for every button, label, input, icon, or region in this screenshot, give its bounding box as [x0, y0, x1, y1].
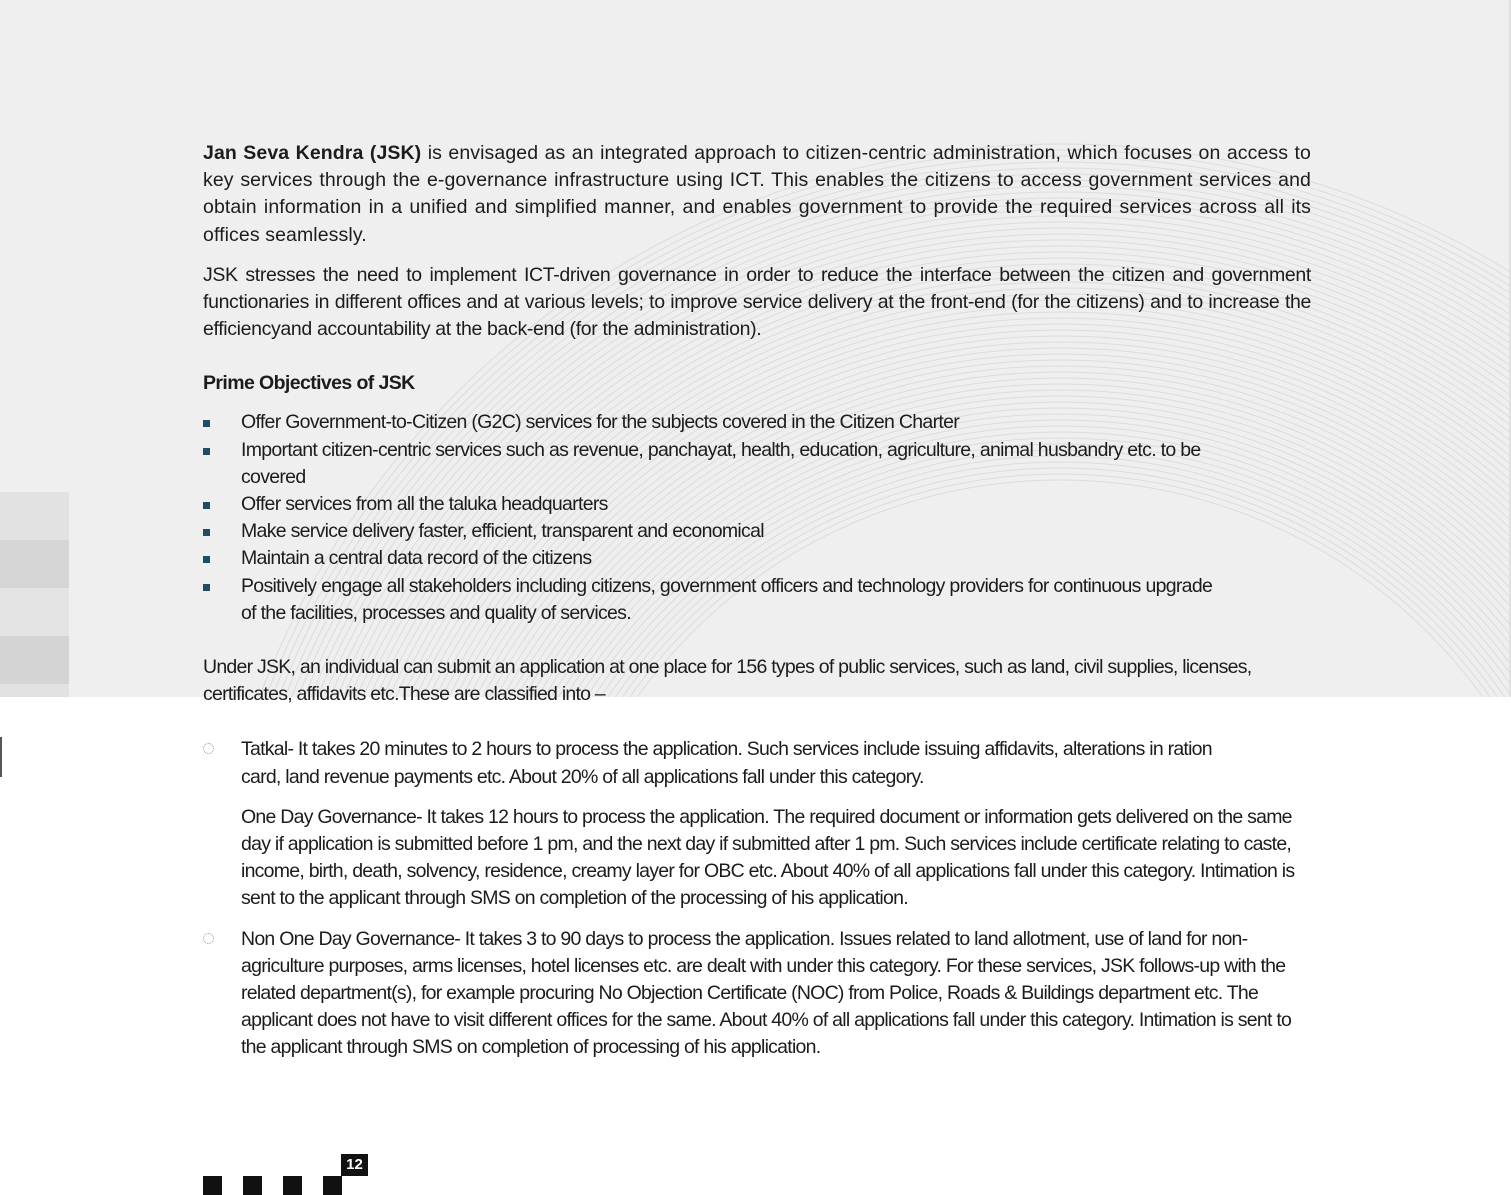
page-content [203, 140, 1311, 1062]
objective-text: Maintain a central data record of the citizens [241, 547, 592, 570]
objective-item [203, 437, 1311, 491]
page-number: 12 [341, 1154, 368, 1176]
objective-text: Make service delivery faster, efficient, transparent and economical [241, 520, 764, 543]
dotted-circle-bullet-icon [203, 743, 214, 754]
side-tab [0, 588, 69, 636]
class-item-tatkal [203, 736, 1311, 912]
service-classes-list [203, 736, 1311, 1061]
objective-item [203, 518, 1311, 545]
objective-text: Offer Government-to-Citizen (G2C) services for the subjects covered in the Citizen Charter [241, 411, 960, 434]
objective-text: Important citizen-centric services such as revenue, panchayat, health, education, agriculture, animal husbandry etc. to be covered [241, 438, 1201, 488]
objectives-list [203, 409, 1311, 627]
square-bullet-icon [203, 556, 210, 563]
class-item-non-one-day [203, 926, 1311, 1062]
class-text: Tatkal- It takes 20 minutes to 2 hours to process the application. Such services include issuing affidavits, alterations in ration card, land revenue payments etc. About 20% of all applications fall under this category. [241, 738, 1212, 788]
classification-intro: Under JSK, an individual can submit an application at one place for 156 types of public services, such as land, civil supplies, licenses, certificates, affidavits etc.These are classified into – [203, 656, 1252, 706]
class-subtext: One Day Governance- It takes 12 hours to process the application. The required document or information gets delivered on the same day if application is submitted before 1 pm, and the next day if submitted after 1 pm. Such services include certificate relating to caste, income, birth, death, solvency, residence, creamy layer for OBC etc. About 40% of all applications fall under this category. Intimation is sent to the applicant through SMS on completion of the processing of his application. [241, 805, 1295, 910]
objective-item [203, 409, 1311, 436]
intro-paragraph [203, 140, 1311, 249]
square-bullet-icon [203, 529, 210, 536]
objective-item [203, 573, 1311, 627]
square-bullet-icon [203, 584, 210, 591]
side-tab [0, 540, 69, 588]
class-text: Non One Day Governance- It takes 3 to 90 days to process the application. Issues related to land allotment, use of land for non-agriculture purposes, arms licenses, hotel licenses etc. are dealt with under this category. For these services, JSK follows-up with the related department(s), for example procuring No Objection Certificate (NOC) from Police, Roads & Buildings department etc. The applicant does not have to visit different offices for the same. About 40% of all applications fall under this category. Intimation is sent to the applicant through SMS on completion of processing of his application. [241, 927, 1292, 1059]
objectives-heading: Prime Objectives of JSK [203, 372, 415, 395]
side-tab [0, 492, 69, 540]
side-tab [0, 636, 69, 684]
dotted-circle-bullet-icon [203, 933, 214, 944]
objective-item [203, 491, 1311, 518]
square-marker-icon [203, 1176, 222, 1195]
square-marker-icon [323, 1176, 342, 1195]
margin-mark [0, 737, 2, 777]
stress-paragraph: JSK stresses the need to implement ICT-driven governance in order to reduce the interface between the citizen and government functionaries in different offices and at various levels; to improve service delivery at the front-end (for the citizens) and to increase the efficiencyand accountability at the back-end (for the administration). [203, 263, 1311, 341]
objective-text: Positively engage all stakeholders including citizens, government officers and technology providers for continuous upgrade of the facilities, processes and quality of services. [241, 574, 1213, 624]
square-bullet-icon [203, 420, 210, 427]
side-tab-strip [0, 492, 69, 697]
intro-text: is envisaged as an integrated approach to citizen-centric administration, which focuses on access to key services through the e-governance infrastructure using ICT. This enables the citizens to access government services and obtain information in a unified and simplified manner, and enables government to provide the required services across all its offices seamlessly. [203, 142, 1311, 246]
square-marker-icon [283, 1176, 302, 1195]
side-tab [0, 684, 69, 697]
objective-text: Offer services from all the taluka headquarters [241, 493, 608, 516]
square-bullet-icon [203, 448, 210, 455]
square-marker-icon [243, 1176, 262, 1195]
square-bullet-icon [203, 502, 210, 509]
intro-bold-lead: Jan Seva Kendra (JSK) [203, 142, 422, 164]
objective-item [203, 545, 1311, 572]
